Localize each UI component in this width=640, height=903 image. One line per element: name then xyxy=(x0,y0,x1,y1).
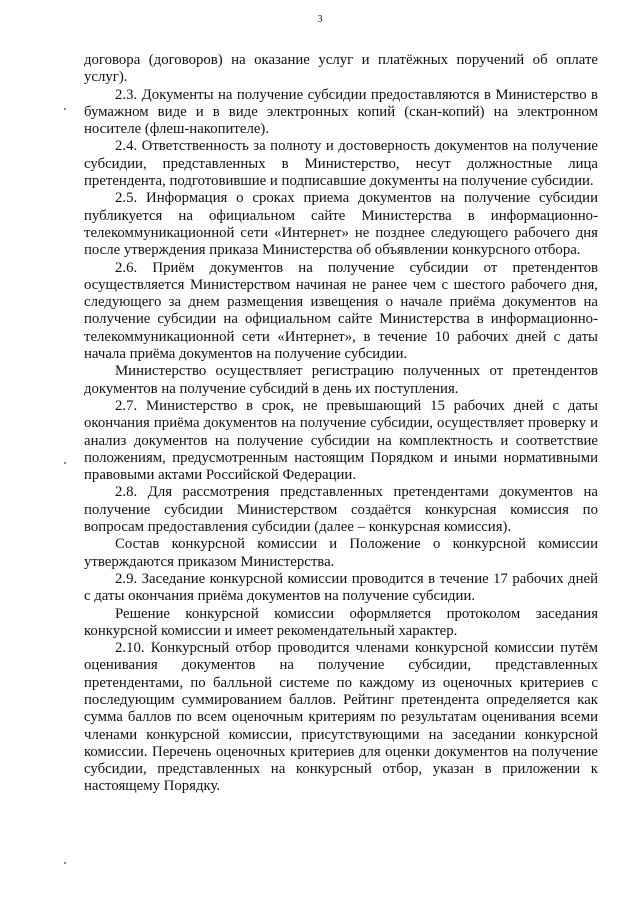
paragraph-2-4: 2.4. Ответственность за полноту и достоверность документов на получение субсидии, представленных в Министерство, несут должностные лица претендента, подготовившие и подписавшие документы на получение субсидии. xyxy=(84,138,598,190)
paragraph-continuation: договора (договоров) на оказание услуг и платёжных поручений об оплате услуг). xyxy=(84,52,598,86)
scan-speck xyxy=(64,862,66,864)
paragraph-commission-composition: Состав конкурсной комиссии и Положение о конкурсной комиссии утверждаются приказом Министерства. xyxy=(84,536,598,570)
paragraph-2-9: 2.9. Заседание конкурсной комиссии проводится в течение 17 рабочих дней с даты окончания приёма документов на получение субсидии. xyxy=(84,570,598,605)
paragraph-2-8: 2.8. Для рассмотрения представленных претендентами документов на получение субсидии Министерством создаётся конкурсная комиссия по вопросам предоставления субсидии (далее – конкурсная комиссия). xyxy=(84,484,598,536)
page-number: 3 xyxy=(317,14,323,25)
paragraph-commission-decision: Решение конкурсной комиссии оформляется протоколом заседания конкурсной комиссии и имеет рекомендательный характер. xyxy=(84,605,598,639)
scan-speck xyxy=(64,108,66,110)
paragraph-2-7: 2.7. Министерство в срок, не превышающий 15 рабочих дней с даты окончания приёма документов на получение субсидии, осуществляет проверку и анализ документов на получение субсидии на комплектность и соответствие положениям, предусмотренным настоящим Порядком и иными нормативными правовыми актами Российской Федерации. xyxy=(84,397,598,484)
paragraph-2-10: 2.10. Конкурсный отбор проводится членами конкурсной комиссии путём оценивания документов на получение субсидии, представленных претендентами, по балльной системе по каждому из оценочных критериев с последующим суммированием баллов. Рейтинг претендента определяется как сумма баллов по всем оценочным критериям по результатам оценивания всеми членами конкурсной комиссии, присутствующими на заседании конкурсной комиссии. Перечень оценочных критериев для оценки документов на получение субсидии, представленных на конкурсный отбор, указан в приложении к настоящему Порядку. xyxy=(84,640,598,795)
paragraph-registration: Министерство осуществляет регистрацию полученных от претендентов документов на получение субсидий в день их поступления. xyxy=(84,363,598,397)
document-body xyxy=(84,52,598,796)
paragraph-2-3: 2.3. Документы на получение субсидии предоставляются в Министерство в бумажном виде и в виде электронных копий (скан-копий) на электронном носителе (флеш-накопителе). xyxy=(84,86,598,138)
paragraph-2-6: 2.6. Приём документов на получение субсидии от претендентов осуществляется Министерством начиная не ранее чем с шестого рабочего дня, следующего за днем размещения извещения о начале приёма документов на получение субсидии на официальном сайте Министерства в информационно-телекоммуникационной сети «Интернет», в течение 10 рабочих дней с даты начала приёма документов на получение субсидии. xyxy=(84,259,598,363)
paragraph-2-5: 2.5. Информация о сроках приема документов на получение субсидии публикуется на официальном сайте Министерства в информационно-телекоммуникационной сети «Интернет» не позднее следующего рабочего дня после утверждения приказа Министерства об объявлении конкурсного отбора. xyxy=(84,190,598,259)
scan-speck xyxy=(64,462,66,464)
